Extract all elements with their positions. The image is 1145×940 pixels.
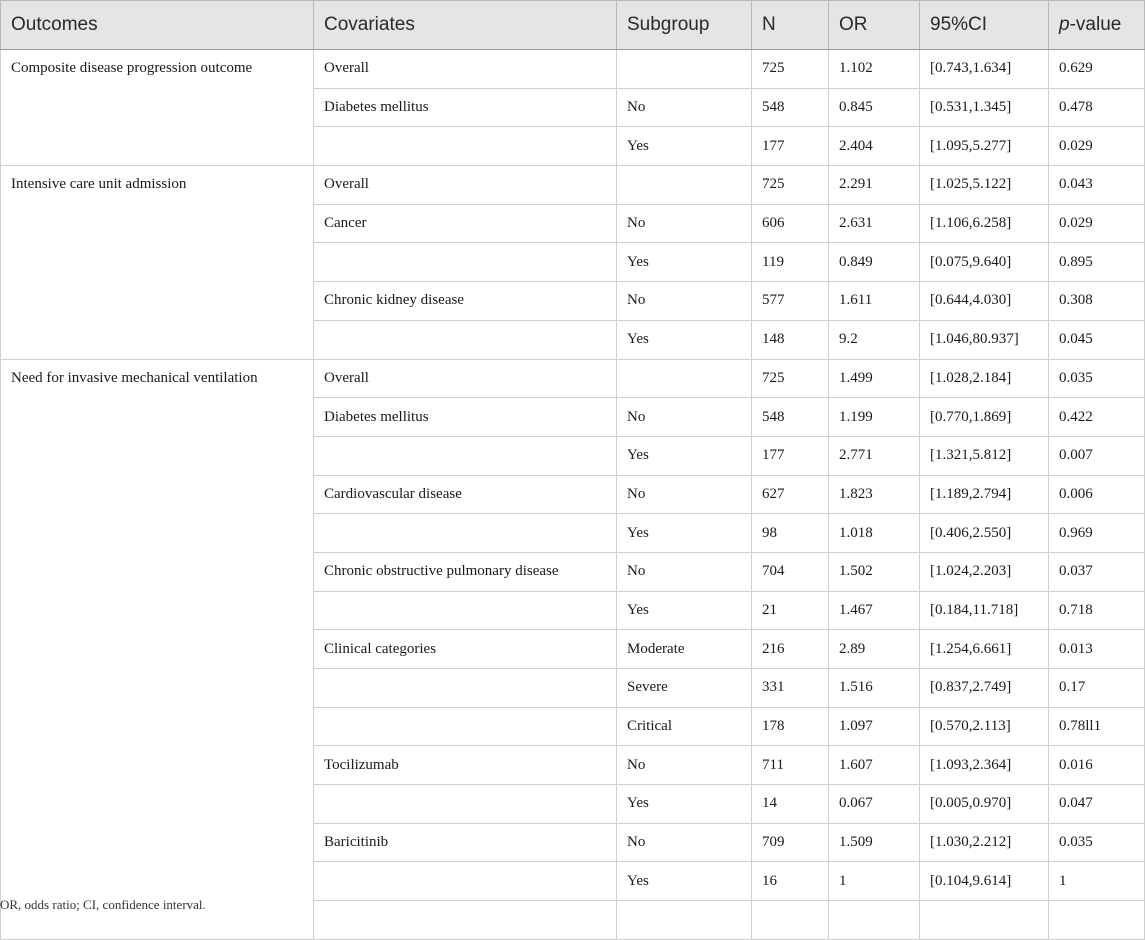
header-pvalue (1049, 1, 1145, 50)
subgroup-cell: Yes (617, 591, 752, 630)
n-cell: 709 (752, 823, 829, 862)
ci-cell: [0.075,9.640] (920, 243, 1049, 282)
pvalue-cell: 0.308 (1049, 282, 1145, 321)
or-cell: 1.823 (829, 475, 920, 514)
subgroup-cell (617, 901, 752, 940)
pvalue-cell: 0.478 (1049, 88, 1145, 127)
n-cell: 177 (752, 127, 829, 166)
outcome-cell: Need for invasive mechanical ventilation (1, 359, 314, 939)
ci-cell: [0.005,0.970] (920, 785, 1049, 824)
ci-cell: [1.189,2.794] (920, 475, 1049, 514)
header-pvalue-italic: p (1059, 14, 1070, 35)
covariate-cell (314, 707, 617, 746)
ci-cell: [1.025,5.122] (920, 166, 1049, 205)
n-cell: 711 (752, 746, 829, 785)
or-cell: 0.067 (829, 785, 920, 824)
ci-cell: [1.106,6.258] (920, 204, 1049, 243)
or-cell: 1.502 (829, 552, 920, 591)
or-cell: 1 (829, 862, 920, 901)
header-n: N (752, 1, 829, 50)
covariate-cell (314, 591, 617, 630)
table-row (1, 50, 1145, 89)
ci-cell: [0.570,2.113] (920, 707, 1049, 746)
pvalue-cell (1049, 901, 1145, 940)
header-outcomes: Outcomes (1, 1, 314, 50)
covariate-cell: Overall (314, 359, 617, 398)
subgroup-cell: Critical (617, 707, 752, 746)
subgroup-cell: Yes (617, 785, 752, 824)
or-cell (829, 901, 920, 940)
pvalue-cell: 0.629 (1049, 50, 1145, 89)
subgroup-cell: Yes (617, 243, 752, 282)
subgroup-cell: No (617, 823, 752, 862)
or-cell: 2.631 (829, 204, 920, 243)
n-cell: 178 (752, 707, 829, 746)
ci-cell: [0.184,11.718] (920, 591, 1049, 630)
pvalue-cell: 0.037 (1049, 552, 1145, 591)
subgroup-cell: No (617, 282, 752, 321)
covariate-cell (314, 862, 617, 901)
ci-cell: [0.406,2.550] (920, 514, 1049, 553)
or-cell: 1.499 (829, 359, 920, 398)
n-cell: 577 (752, 282, 829, 321)
n-cell: 606 (752, 204, 829, 243)
subgroup-cell: No (617, 398, 752, 437)
n-cell: 725 (752, 359, 829, 398)
subgroup-cell: No (617, 475, 752, 514)
pvalue-cell: 0.006 (1049, 475, 1145, 514)
subgroup-cell: Severe (617, 669, 752, 708)
or-cell: 1.516 (829, 669, 920, 708)
subgroup-cell: No (617, 746, 752, 785)
pvalue-cell: 0.043 (1049, 166, 1145, 205)
pvalue-cell: 0.007 (1049, 436, 1145, 475)
outcome-cell: Intensive care unit admission (1, 166, 314, 359)
ci-cell: [1.321,5.812] (920, 436, 1049, 475)
pvalue-cell: 0.422 (1049, 398, 1145, 437)
pvalue-cell: 1 (1049, 862, 1145, 901)
subgroup-cell: Yes (617, 862, 752, 901)
or-cell: 2.404 (829, 127, 920, 166)
n-cell: 725 (752, 50, 829, 89)
pvalue-cell: 0.035 (1049, 359, 1145, 398)
n-cell: 627 (752, 475, 829, 514)
header-ci: 95%CI (920, 1, 1049, 50)
table-body (1, 50, 1145, 940)
covariate-cell: Clinical categories (314, 630, 617, 669)
header-row (1, 1, 1145, 50)
subgroup-cell: Yes (617, 320, 752, 359)
n-cell: 548 (752, 88, 829, 127)
covariate-cell: Chronic kidney disease (314, 282, 617, 321)
n-cell (752, 901, 829, 940)
subgroup-cell: Yes (617, 127, 752, 166)
subgroup-cell: Yes (617, 436, 752, 475)
or-cell: 0.845 (829, 88, 920, 127)
table-footnote: OR, odds ratio; CI, confidence interval. (0, 897, 206, 912)
header-or: OR (829, 1, 920, 50)
n-cell: 216 (752, 630, 829, 669)
ci-cell: [0.837,2.749] (920, 669, 1049, 708)
subgroup-cell: Moderate (617, 630, 752, 669)
or-cell: 1.607 (829, 746, 920, 785)
n-cell: 548 (752, 398, 829, 437)
covariate-cell (314, 436, 617, 475)
or-cell: 2.291 (829, 166, 920, 205)
or-cell: 1.611 (829, 282, 920, 321)
pvalue-cell: 0.045 (1049, 320, 1145, 359)
or-cell: 1.467 (829, 591, 920, 630)
ci-cell: [0.770,1.869] (920, 398, 1049, 437)
pvalue-cell: 0.895 (1049, 243, 1145, 282)
subgroup-cell: No (617, 88, 752, 127)
pvalue-cell: 0.016 (1049, 746, 1145, 785)
n-cell: 331 (752, 669, 829, 708)
n-cell: 16 (752, 862, 829, 901)
subgroup-cell (617, 359, 752, 398)
covariate-cell (314, 901, 617, 940)
n-cell: 119 (752, 243, 829, 282)
covariate-cell (314, 320, 617, 359)
n-cell: 704 (752, 552, 829, 591)
ci-cell (920, 901, 1049, 940)
subgroup-cell (617, 50, 752, 89)
subgroup-cell: No (617, 552, 752, 591)
n-cell: 98 (752, 514, 829, 553)
ci-cell: [1.093,2.364] (920, 746, 1049, 785)
covariate-cell: Baricitinib (314, 823, 617, 862)
table-row (1, 359, 1145, 398)
ci-cell: [1.024,2.203] (920, 552, 1049, 591)
or-cell: 2.89 (829, 630, 920, 669)
ci-cell: [0.104,9.614] (920, 862, 1049, 901)
ci-cell: [1.030,2.212] (920, 823, 1049, 862)
header-pvalue-suffix: -value (1069, 14, 1122, 35)
subgroup-cell (617, 166, 752, 205)
pvalue-cell: 0.78ll1 (1049, 707, 1145, 746)
pvalue-cell: 0.718 (1049, 591, 1145, 630)
covariate-cell (314, 127, 617, 166)
or-cell: 9.2 (829, 320, 920, 359)
or-cell: 2.771 (829, 436, 920, 475)
outcome-cell: Composite disease progression outcome (1, 50, 314, 166)
header-subgroup: Subgroup (617, 1, 752, 50)
pvalue-cell: 0.029 (1049, 204, 1145, 243)
subgroup-cell: Yes (617, 514, 752, 553)
ci-cell: [0.531,1.345] (920, 88, 1049, 127)
or-cell: 0.849 (829, 243, 920, 282)
pvalue-cell: 0.013 (1049, 630, 1145, 669)
covariate-cell: Tocilizumab (314, 746, 617, 785)
ci-cell: [1.095,5.277] (920, 127, 1049, 166)
or-cell: 1.509 (829, 823, 920, 862)
n-cell: 21 (752, 591, 829, 630)
pvalue-cell: 0.17 (1049, 669, 1145, 708)
covariate-cell: Overall (314, 166, 617, 205)
ci-cell: [1.046,80.937] (920, 320, 1049, 359)
n-cell: 148 (752, 320, 829, 359)
n-cell: 725 (752, 166, 829, 205)
pvalue-cell: 0.029 (1049, 127, 1145, 166)
covariate-cell (314, 243, 617, 282)
ci-cell: [1.254,6.661] (920, 630, 1049, 669)
covariate-cell (314, 785, 617, 824)
or-cell: 1.018 (829, 514, 920, 553)
covariate-cell: Cancer (314, 204, 617, 243)
covariate-cell (314, 669, 617, 708)
pvalue-cell: 0.035 (1049, 823, 1145, 862)
subgroup-cell: No (617, 204, 752, 243)
n-cell: 14 (752, 785, 829, 824)
n-cell: 177 (752, 436, 829, 475)
ci-cell: [1.028,2.184] (920, 359, 1049, 398)
covariate-cell: Cardiovascular disease (314, 475, 617, 514)
covariate-cell: Chronic obstructive pulmonary disease (314, 552, 617, 591)
pvalue-cell: 0.969 (1049, 514, 1145, 553)
header-covariates: Covariates (314, 1, 617, 50)
pvalue-cell: 0.047 (1049, 785, 1145, 824)
ci-cell: [0.743,1.634] (920, 50, 1049, 89)
or-cell: 1.097 (829, 707, 920, 746)
or-cell: 1.102 (829, 50, 920, 89)
covariate-cell: Overall (314, 50, 617, 89)
table-row (1, 166, 1145, 205)
covariate-cell: Diabetes mellitus (314, 398, 617, 437)
ci-cell: [0.644,4.030] (920, 282, 1049, 321)
covariate-cell (314, 514, 617, 553)
covariate-cell: Diabetes mellitus (314, 88, 617, 127)
or-cell: 1.199 (829, 398, 920, 437)
